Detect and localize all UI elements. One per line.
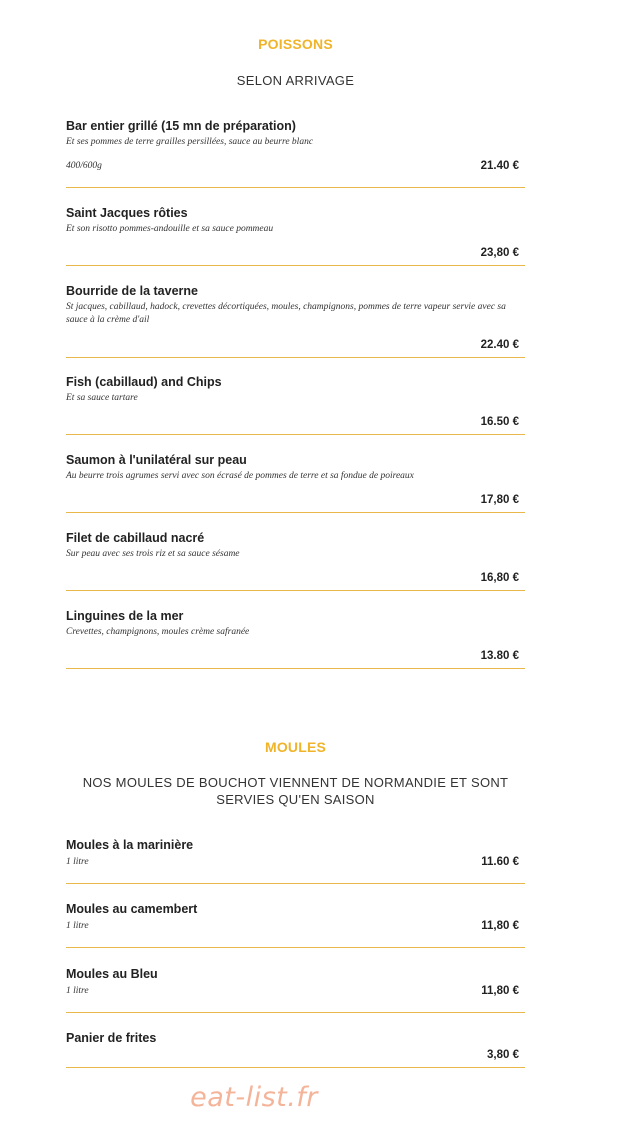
item-price: 22.40 € [480, 339, 519, 351]
item-description: Et son risotto pommes-andouille et sa sauce pommeau [66, 224, 274, 234]
menu-item [66, 1030, 525, 1068]
item-price: 17,80 € [480, 494, 519, 506]
item-description: Et ses pommes de terre grailles persillées, sauce au beurre blanc [66, 137, 314, 147]
menu-item [66, 966, 525, 1013]
item-name: Fish (cabillaud) and Chips [66, 375, 222, 389]
item-description: Crevettes, champignons, moules crème safranée [66, 627, 250, 637]
menu-item [66, 608, 525, 669]
section-subtitle-poissons [66, 72, 525, 89]
item-detail: 1 litre [66, 986, 89, 996]
item-name: Moules à la marinière [66, 838, 194, 852]
menu-item [66, 118, 525, 188]
item-price: 11,80 € [481, 985, 519, 997]
item-name: Bourride de la taverne [66, 284, 198, 298]
section-subtitle: NOS MOULES DE BOUCHOT VIENNENT DE NORMANDIE ET SONT SERVIES QU'EN SAISON [82, 775, 509, 807]
section-title: POISSONS [258, 36, 333, 52]
menu-item [66, 530, 525, 591]
item-price: 11.60 € [481, 856, 519, 868]
item-price: 16.50 € [480, 416, 519, 428]
item-name: Panier de frites [66, 1031, 157, 1045]
menu-item [66, 205, 525, 266]
item-name: Bar entier grillé (15 mn de préparation) [66, 119, 296, 133]
menu-item [66, 901, 525, 948]
item-price: 11,80 € [481, 920, 519, 932]
watermark: eat-list.fr [190, 1082, 318, 1113]
item-price: 16,80 € [480, 572, 519, 584]
item-price: 23,80 € [480, 247, 519, 259]
item-name: Filet de cabillaud nacré [66, 531, 205, 545]
item-detail: 1 litre [66, 857, 89, 867]
item-detail: 1 litre [66, 921, 89, 931]
item-name: Saumon à l'unilatéral sur peau [66, 453, 247, 467]
menu-item [66, 837, 525, 884]
menu-item [66, 452, 525, 513]
item-name: Linguines de la mer [66, 609, 184, 623]
menu-item [66, 283, 525, 358]
item-price: 3,80 € [487, 1049, 519, 1061]
item-price: 21.40 € [480, 160, 519, 172]
item-description: Au beurre trois agrumes servi avec son écrasé de pommes de terre et sa fondue de poireaux [66, 471, 414, 481]
item-price: 13.80 € [480, 650, 519, 662]
section-header-poissons [66, 36, 525, 52]
item-description: St jacques, cabillaud, hadock, crevettes décortiquées, moules, champignons, pommes de terre vapeur servie avec sa sauce à la crème d'ail [66, 302, 506, 325]
item-name: Saint Jacques rôties [66, 206, 188, 220]
section-header-moules [66, 739, 525, 755]
item-name: Moules au Bleu [66, 967, 158, 981]
section-title: MOULES [264, 739, 327, 755]
section-subtitle: SELON ARRIVAGE [236, 73, 355, 88]
item-detail: 400/600g [66, 161, 102, 171]
section-subtitle-moules [66, 774, 525, 808]
item-description: Sur peau avec ses trois riz et sa sauce sésame [66, 549, 240, 559]
item-name: Moules au camembert [66, 902, 198, 916]
menu-item [66, 374, 525, 435]
item-description: Et sa sauce tartare [66, 393, 138, 403]
